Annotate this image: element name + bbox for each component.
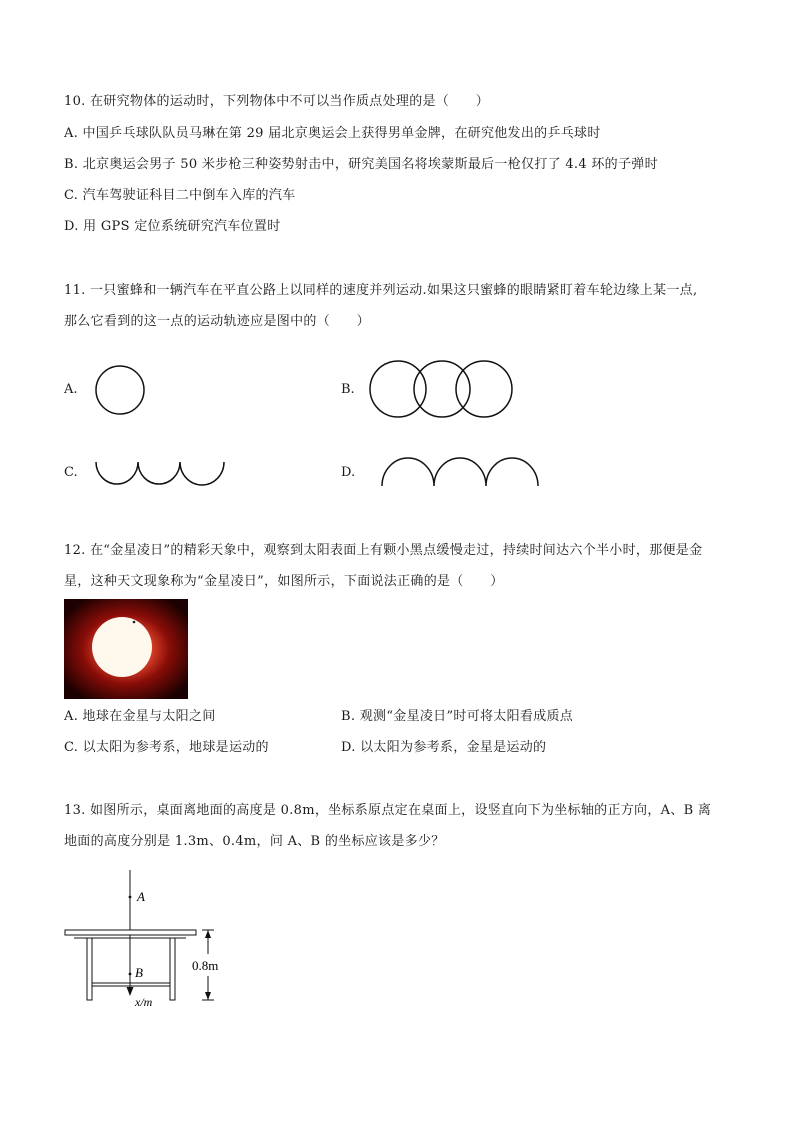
- q12-option-b: B. 观测“金星凌日”时可将太阳看成质点: [341, 709, 574, 724]
- q12-venus-transit-photo: [64, 599, 188, 699]
- q13-stem-line2: 地面的高度分别是 1.3m、0.4m，问 A、B 的坐标应该是多少？: [64, 834, 445, 849]
- venus-dot: [133, 621, 136, 624]
- q10-stem: 10. 在研究物体的运动时，下列物体中不可以当作质点处理的是（ ）: [64, 94, 490, 109]
- q10-option-a: A. 中国乒乓球队队员马琳在第 29 届北京奥运会上获得男单金牌，在研究他发出的乒乓球时: [64, 126, 601, 141]
- height-label: 0.8m: [192, 958, 219, 973]
- q10-option-b: B. 北京奥运会男子 50 米步枪三种姿势射击中，研究美国名将埃蒙斯最后一枪仅打了 4.4 环的子弹时: [64, 157, 658, 172]
- point-a-label: A: [137, 889, 145, 904]
- point-b: [129, 973, 132, 976]
- q10-option-c: C. 汽车驾驶证科目二中倒车入库的汽车: [64, 188, 296, 203]
- point-a: [129, 896, 132, 899]
- q11-option-a-label: A.: [64, 382, 78, 397]
- q11-figure-d-cycloid-up: [378, 454, 542, 490]
- q12-stem-line2: 星，这种天文现象称为“金星凌日”，如图所示，下面说法正确的是（ ）: [64, 574, 504, 589]
- q11-option-b-label: B.: [341, 382, 355, 397]
- q11-stem-line1: 11. 一只蜜蜂和一辆汽车在平直公路上以同样的速度并列运动.如果这只蜜蜂的眼睛紧盯着车轮边缘上某一点,: [64, 283, 698, 298]
- point-b-label: B: [135, 965, 143, 980]
- axis-label: x/m: [135, 995, 153, 1009]
- q12-option-d: D. 以太阳为参考系，金星是运动的: [341, 740, 547, 755]
- q11-option-c-label: C.: [64, 465, 78, 480]
- q10-option-d: D. 用 GPS 定位系统研究汽车位置时: [64, 219, 281, 234]
- q13-table-coordinate-figure: [62, 866, 232, 1012]
- q11-figure-c-cycloid-down: [92, 456, 230, 490]
- q11-stem-line2: 那么它看到的这一点的运动轨迹应是图中的（ ）: [64, 314, 370, 329]
- q12-option-a: A. 地球在金星与太阳之间: [64, 709, 216, 724]
- q11-figure-b-circles: [366, 358, 518, 422]
- q11-figure-a-circle: [92, 362, 150, 420]
- q12-stem-line1: 12. 在“金星凌日”的精彩天象中，观察到太阳表面上有颗小黑点缓慢走过，持续时间达六个半小时，那便是金: [64, 543, 703, 558]
- q13-stem-line1: 13. 如图所示，桌面离地面的高度是 0.8m，坐标系原点定在桌面上，设竖直向下为坐标轴的正方向，A、B 离: [64, 803, 712, 818]
- q12-option-c: C. 以太阳为参考系，地球是运动的: [64, 740, 269, 755]
- q11-option-d-label: D.: [341, 465, 356, 480]
